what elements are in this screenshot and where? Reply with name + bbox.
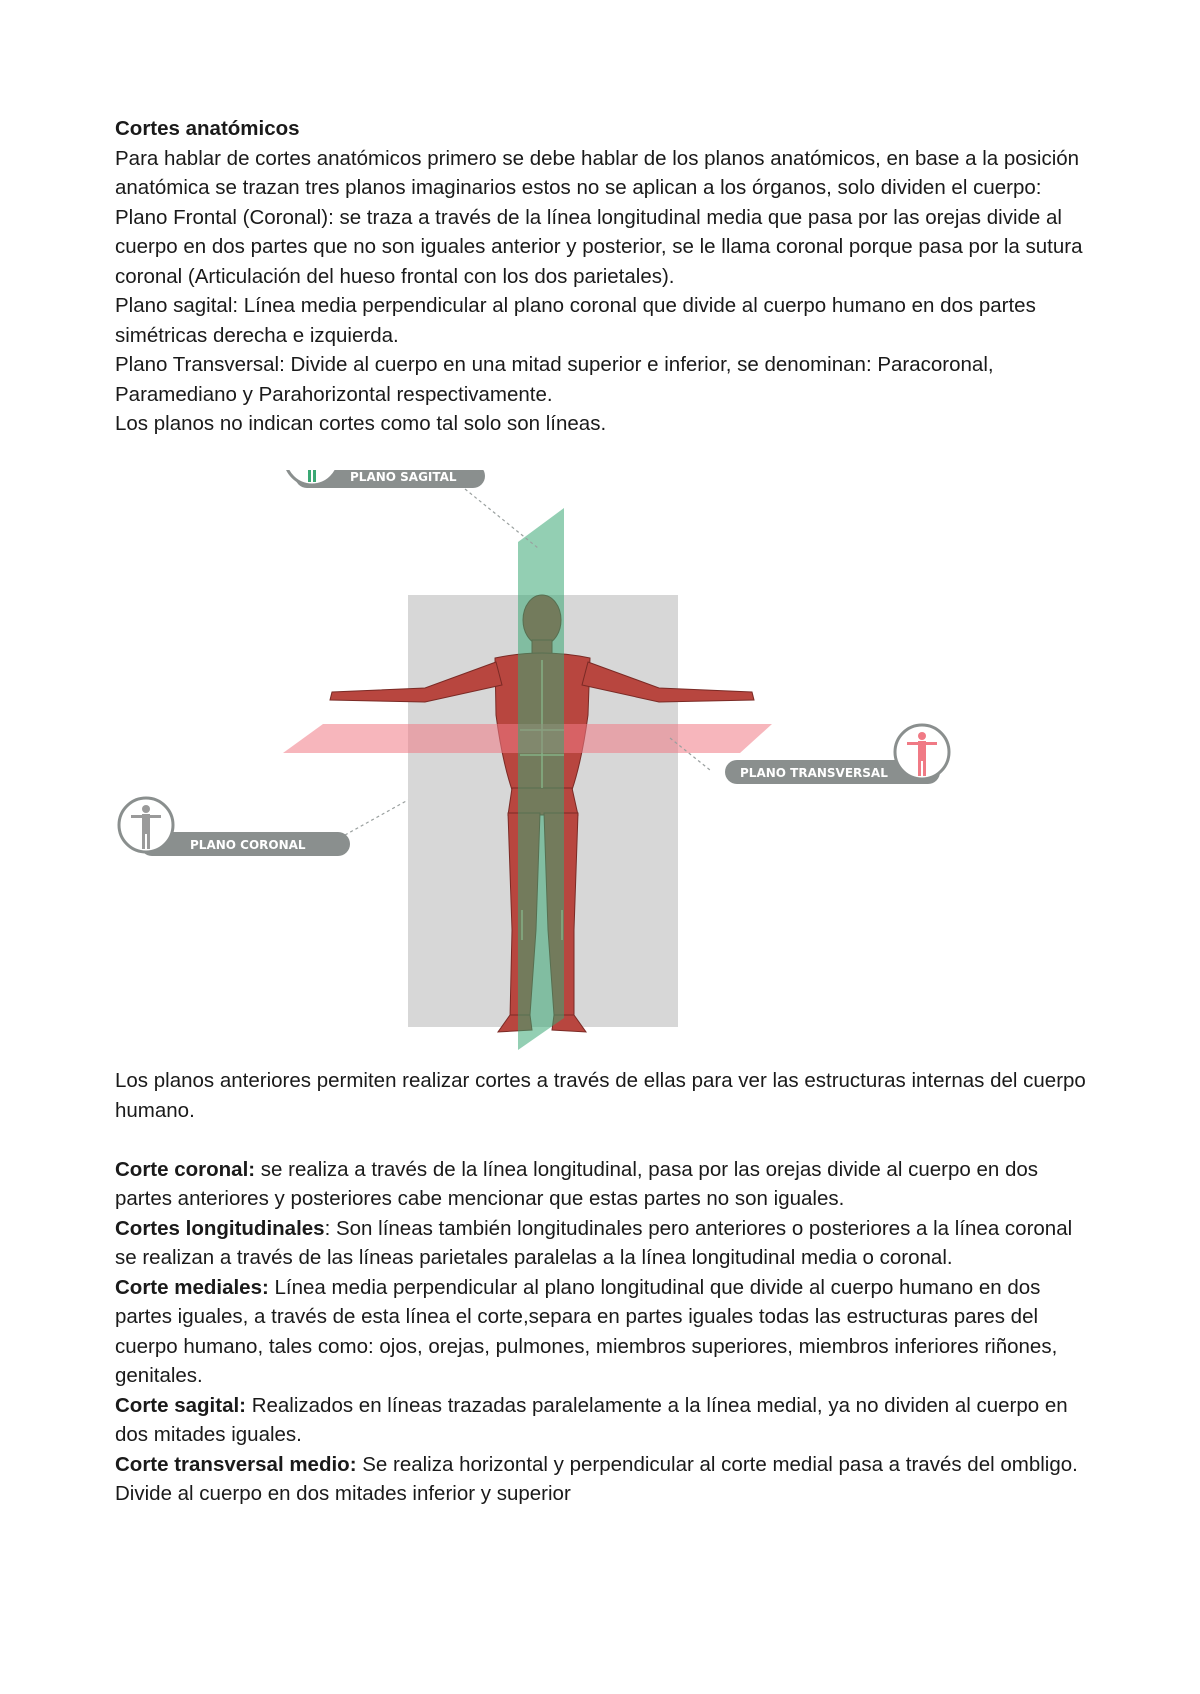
term: Corte mediales: <box>115 1275 269 1299</box>
term: Corte sagital: <box>115 1393 246 1417</box>
cuts-section <box>115 1066 1095 1509</box>
sagittal-leader-line <box>465 489 538 548</box>
planos-note-paragraph: Los planos no indican cortes como tal solo son líneas. <box>115 412 607 435</box>
definition: : Son líneas también longitudinales pero anteriores o posteriores a la línea coronal se realizan a través de las líneas parietales paralelas a la línea longitudinal media o coronal. <box>115 1216 1073 1269</box>
term: Corte transversal medio: <box>115 1452 357 1476</box>
definition: Se realiza horizontal y perpendicular al corte medial pasa a través del ombligo. Divide al cuerpo en dos mitades inferior y superior <box>115 1452 1078 1505</box>
label-text: PLANO TRANSVERSAL <box>740 766 888 780</box>
definition: se realiza a través de la línea longitudinal, pasa por las orejas divide al cuerpo en dos partes anteriores y posteriores cabe mencionar que estas partes no son iguales. <box>115 1157 1039 1210</box>
term: Corte coronal: <box>115 1157 256 1181</box>
intro-section <box>115 114 1095 439</box>
label-text: PLANO SAGITAL <box>350 470 457 484</box>
plano-sagital-paragraph: Plano sagital: Línea media perpendicular al plano coronal que divide al cuerpo humano en dos partes simétricas derecha e izquierda. <box>115 294 1036 347</box>
label-plano-coronal <box>119 798 350 856</box>
after-figure-paragraph: Los planos anteriores permiten realizar cortes a través de ellas para ver las estructuras internas del cuerpo humano. <box>115 1069 1086 1122</box>
corte-transversal-medio-paragraph <box>115 1450 1095 1509</box>
coronal-leader-line <box>345 800 408 835</box>
corte-mediales-paragraph <box>115 1273 1095 1391</box>
corte-coronal-paragraph <box>115 1155 1095 1214</box>
term: Cortes longitudinales <box>115 1216 325 1240</box>
spacer <box>115 1125 1095 1155</box>
anatomical-planes-figure <box>110 470 960 1070</box>
definition: Línea media perpendicular al plano longitudinal que divide al cuerpo humano en dos partes iguales, a través de esta línea el corte,separa en partes iguales todas las estructuras pares del cuerpo humano, tales como: ojos, orejas, pulmones, miembros superiores, miembros inferiores riñones, genitales. <box>115 1275 1058 1387</box>
sagittal-plane <box>518 508 564 1050</box>
corte-sagital-paragraph <box>115 1391 1095 1450</box>
label-plano-sagital <box>285 470 485 488</box>
plano-frontal-paragraph: Plano Frontal (Coronal): se traza a través de la línea longitudinal media que pasa por las orejas divide al cuerpo en dos partes que no son iguales anterior y posterior, se le llama coronal porque pasa por la sutura coronal (Articulación del hueso frontal con los dos parietales). <box>115 205 1083 288</box>
intro-paragraph: Para hablar de cortes anatómicos primero se debe hablar de los planos anatómicos, en base a la posición anatómica se trazan tres planos imaginarios estos no se aplican a los órganos, solo dividen el cuerpo: <box>115 146 1080 199</box>
label-text: PLANO CORONAL <box>190 838 306 852</box>
definition: Realizados en líneas trazadas paralelamente a la línea medial, ya no dividen al cuerpo en dos mitades iguales. <box>115 1393 1068 1446</box>
plano-transversal-paragraph: Plano Transversal: Divide al cuerpo en una mitad superior e inferior, se denominan: Paracoronal, Paramediano y Parahorizontal respectivamente. <box>115 353 994 406</box>
document-title: Cortes anatómicos <box>115 117 300 140</box>
cortes-longitudinales-paragraph <box>115 1214 1095 1273</box>
